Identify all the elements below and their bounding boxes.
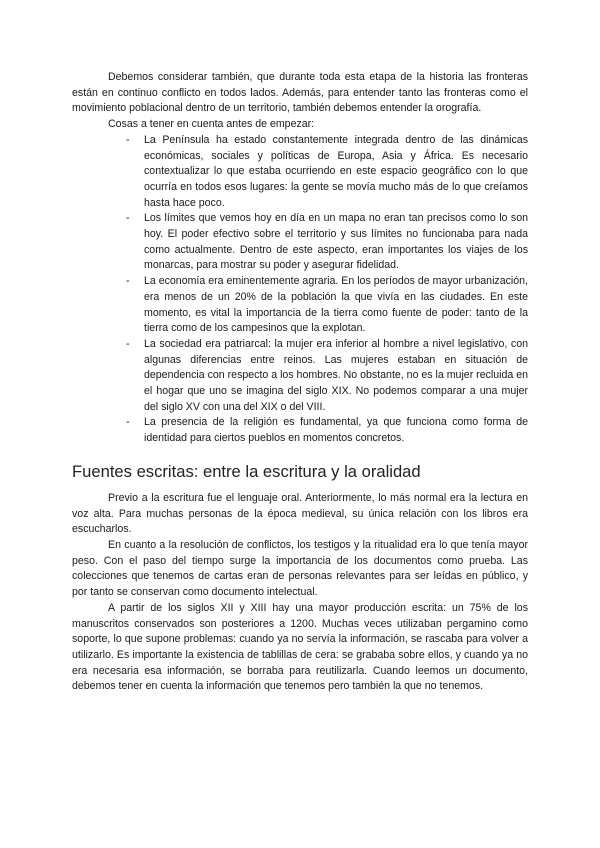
section-paragraph: Previo a la escritura fue el lenguaje oral. Anteriormente, lo más normal era la lectura en voz alta. Para muchas personas de la época medieval, su única relación con los libros era escucharlos. — [72, 491, 528, 536]
list-item-text: La presencia de la religión es fundamental, ya que funciona como forma de identidad para ciertos pueblos en momentos concretos. — [144, 416, 528, 445]
considerations-list — [72, 133, 528, 447]
dash-bullet: - — [126, 337, 130, 350]
dash-bullet: - — [126, 275, 130, 288]
dash-bullet: - — [126, 133, 130, 146]
section-paragraph: A partir de los siglos XII y XIII hay una mayor producción escrita: un 75% de los manuscritos conservados son posteriores a 1200. Muchas veces utilizaban pergamino como soporte, lo que supone problemas: cuando ya no servía la información, se rascaba para volver a utilizarlo. Es importante la existencia de tablillas de cera: se grababa sobre ellos, y cuando ya no era necesaria esa información, se borraba para reutilizarla. Cuando leemos un documento, debemos tener en cuenta la información que tenemos pero también la que no tenemos. — [72, 601, 528, 693]
list-item — [72, 415, 528, 446]
section-paragraph: En cuanto a la resolución de conflictos, los testigos y la ritualidad era lo que tenía mayor peso. Con el paso del tiempo surge la importancia de los documentos como prueba. Las colecciones que tenemos de cartas eran de personas relevantes para ser leídas en público, y por tanto se conservan como documento intelectual. — [72, 538, 528, 599]
page-content — [72, 70, 528, 695]
dash-bullet: - — [126, 212, 130, 225]
list-item — [72, 337, 528, 416]
list-item-text: La economía era eminentemente agraria. En los períodos de mayor urbanización, era menos de un 20% de la población la que vivía en las ciudades. En este momento, es vital la importancia de la tierra como fuente de poder: tanto de la tierra como de los campesinos que la explotan. — [144, 275, 528, 335]
list-intro: Cosas a tener en cuenta antes de empezar: — [108, 118, 315, 131]
list-item — [72, 274, 528, 337]
list-item-text: La sociedad era patriarcal: la mujer era inferior al hombre a nivel legislativo, con algunas diferencias entre reinos. Las mujeres estaban en situación de dependencia con respecto a los hombres. No obstante, no es la mujer recluida en el hogar que uno se imagina del siglo XIX. No podemos comparar a una mujer del siglo XV con una del XIX o del VIII. — [144, 337, 528, 413]
section-heading: Fuentes escritas: entre la escritura y la oralidad — [72, 461, 421, 481]
list-item-text: La Península ha estado constantemente integrada dentro de las dinámicas económicas, sociales y políticas de Europa, Asia y África. Es necesario contextualizar lo que estaba ocurriendo en este espacio geográfico con lo que ocurría en todos esos lugares: la gente se movía mucho más de lo que creíamos hasta hace poco. — [144, 133, 528, 209]
dash-bullet: - — [126, 416, 130, 429]
list-item-text: Los límites que vemos hoy en día en un mapa no eran tan precisos como lo son hoy. El poder efectivo sobre el territorio y sus límites no funcionaba para nada como actualmente. Dentro de este aspecto, eran importantes los viajes de los monarcas, para mostrar su poder y asegurar fidelidad. — [144, 212, 528, 272]
intro-paragraph: Debemos considerar también, que durante toda esta etapa de la historia las fronteras están en continuo conflicto en todos lados. Además, para entender tanto las fronteras como el movimiento poblacional dentro de un territorio, también debemos entender la orografía. — [72, 71, 528, 115]
list-item — [72, 133, 528, 212]
list-item — [72, 211, 528, 274]
